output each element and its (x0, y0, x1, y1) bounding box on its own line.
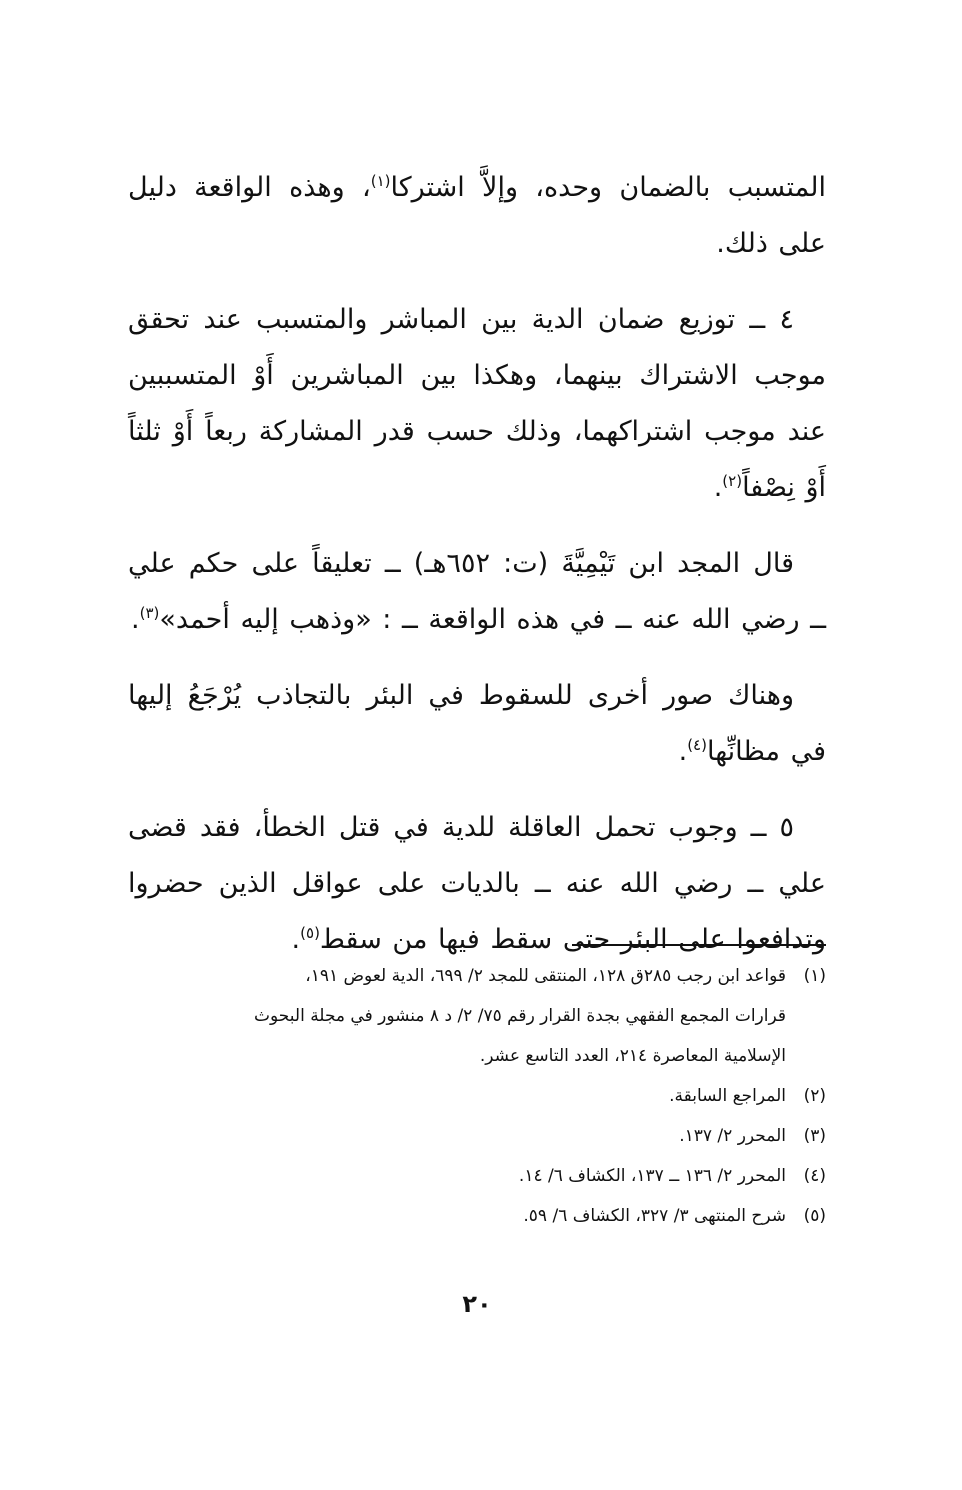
footnote-ref: (٤) (687, 736, 707, 754)
paragraph-3 (128, 536, 826, 648)
footnote-2 (128, 1076, 826, 1116)
footnote-number: (٤) (803, 1166, 826, 1186)
footnote-4 (128, 1156, 826, 1196)
footnote-3 (128, 1116, 826, 1156)
paragraph-tail: . (291, 924, 301, 955)
main-text (128, 160, 826, 988)
footnote-divider (572, 944, 826, 946)
footnote-line: الإسلامية المعاصرة ٢١٤، العدد التاسع عشر. (479, 1046, 786, 1066)
paragraph-tail: . (131, 604, 140, 635)
paragraph-tail: ، وهذه الواقعة دليل على ذلك. (128, 172, 826, 259)
footnote-line: قرارات المجمع الفقهي بجدة القرار رقم ٧٥/ ٢/ د ٨ منشور في مجلة البحوث (254, 1006, 786, 1026)
paragraph-tail: . (678, 736, 688, 767)
paragraph-text: المتسبب بالضمان وحده، وإلاَّ اشتركا (390, 172, 826, 203)
paragraph-tail: . (713, 472, 723, 503)
footnotes (128, 956, 826, 1236)
footnote-line: شرح المنتهى ٣/ ٣٢٧، الكشاف ٦/ ٥٩. (523, 1206, 786, 1226)
paragraph-text: ٤ ــ توزيع ضمان الدية بين المباشر والمتسبب عند تحقق موجب الاشتراك بينهما، وهكذا بين المباشرين أَوْ المتسببين عند موجب اشتراكهما، وذلك حسب قدر المشاركة ربعاً أَوْ ثلثاً أَوْ نِصْفاً (128, 304, 826, 503)
footnote-1 (128, 956, 826, 996)
paragraph-2 (128, 292, 826, 516)
footnote-line: المراجع السابقة. (669, 1086, 786, 1106)
footnote-1-continued (128, 996, 826, 1036)
paragraph-1 (128, 160, 826, 272)
footnote-number: (٢) (803, 1086, 826, 1106)
footnote-line: قواعد ابن رجب ٢٨٥ق ١٢٨، المنتقى للمجد ٢/ ٦٩٩، الدية لعوض ١٩١، (305, 966, 786, 986)
footnote-ref: (٢) (722, 472, 743, 490)
footnote-line: المحرر ٢/ ١٣٧. (679, 1126, 786, 1146)
book-page (128, 0, 826, 1490)
paragraph-text: ٥ ــ وجوب تحمل العاقلة للدية في قتل الخطأ، فقد قضى علي ــ رضي الله عنه ــ بالديات على عواقل الذين حضروا وتدافعوا على البئر حتى سقط فيها من سقط (128, 812, 826, 955)
footnote-ref: (٥) (300, 924, 320, 942)
paragraph-4 (128, 668, 826, 780)
footnote-number: (٥) (803, 1206, 826, 1226)
paragraph-text: قال المجد ابن تَيْمِيَّةَ (ت: ٦٥٢هـ) ــ تعليقاً على حكم علي ــ رضي الله عنه ــ في هذه الواقعة ــ : «وذهب إليه أحمد» (128, 548, 826, 635)
footnote-ref: (١) (370, 172, 391, 190)
footnote-1-continued (128, 1036, 826, 1076)
footnote-line: المحرر ٢/ ١٣٦ ــ ١٣٧، الكشاف ٦/ ١٤. (518, 1166, 786, 1186)
footnote-ref: (٣) (139, 604, 160, 622)
footnote-number: (١) (803, 966, 826, 986)
paragraph-text: وهناك صور أخرى للسقوط في البئر بالتجاذب يُرْجَعُ إليها في مظانِّها (128, 680, 826, 767)
page-number: ٢٠ (462, 1290, 492, 1318)
footnote-5 (128, 1196, 826, 1236)
paragraph-5 (128, 800, 826, 968)
footnote-number: (٣) (803, 1126, 826, 1146)
